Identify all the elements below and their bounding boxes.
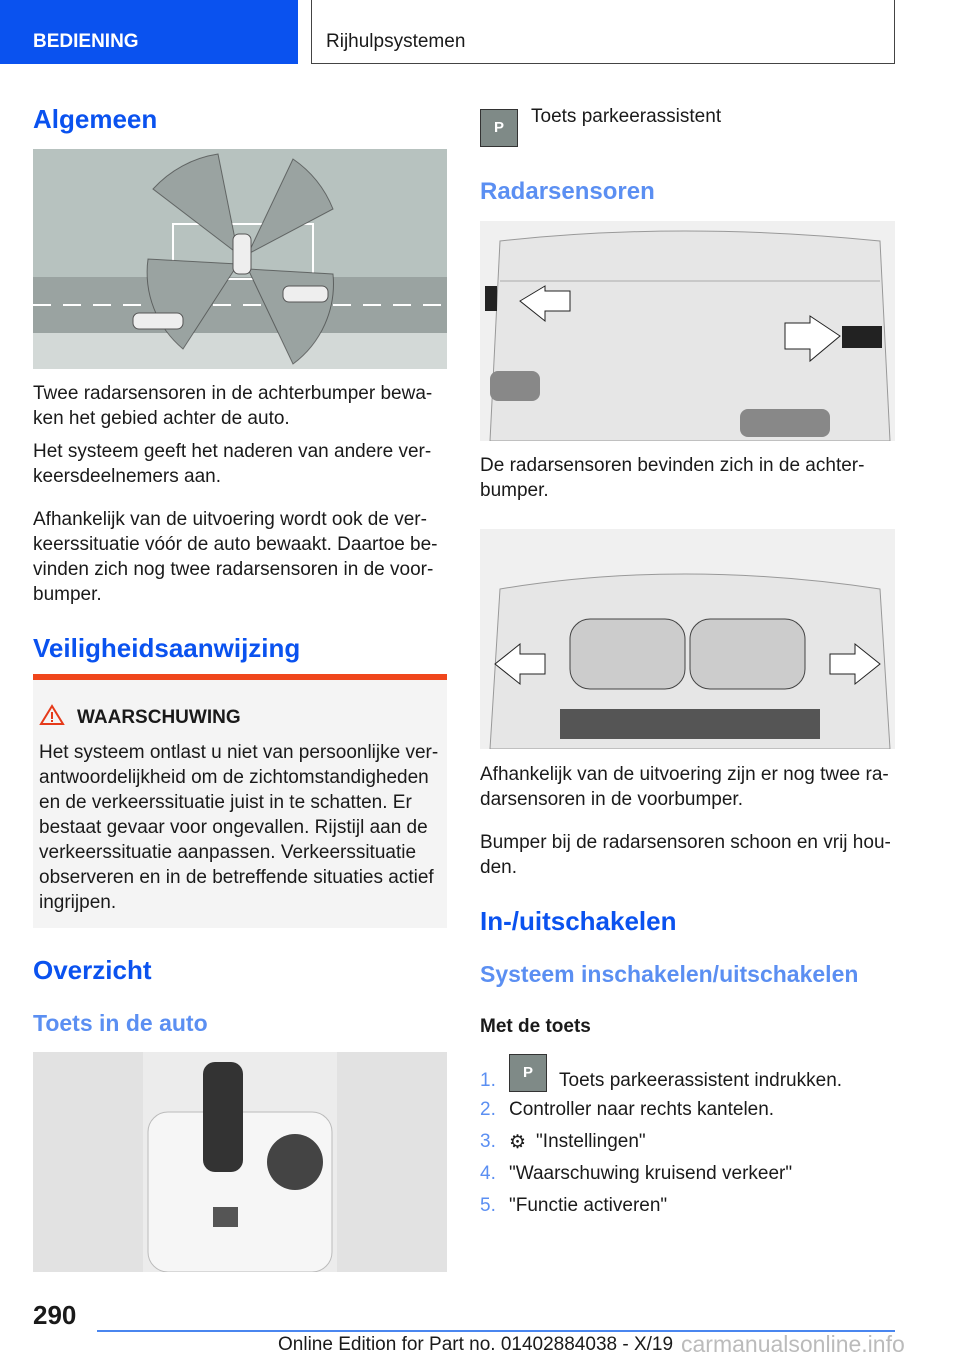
warning-title: WAARSCHUWING: [77, 707, 241, 728]
gear-icon: ⚙: [509, 1131, 527, 1153]
step: [480, 1158, 895, 1190]
warning-triangle-icon: [39, 704, 65, 732]
radar-zones-illustration: [33, 149, 447, 369]
paragraph: Bumper bij de radarsensoren schoon en vrij hou-den.: [480, 832, 891, 878]
heading-radarsensoren: Radarsensoren: [480, 178, 655, 205]
step-text: "Instellingen": [536, 1131, 646, 1152]
step: [480, 1046, 895, 1094]
step-number: 1.: [480, 1070, 496, 1091]
key-label: Toets parkeerassistent: [531, 106, 722, 127]
heading-toets: Toets in de auto: [33, 1010, 208, 1036]
step: [480, 1126, 895, 1158]
front-bumper-illustration: [480, 529, 895, 749]
step-text: Controller naar rechts kantelen.: [509, 1099, 775, 1120]
warning-text: Het systeem ontlast u niet van persoonlijke ver-antwoordelijkheid om de zichtomstandigheden en de verkeerssituatie juist in te schatten. Er bestaat gevaar voor ongevallen. Rijstijl aan de verkeerssituatie aanpassen. Verkeerssituatie observeren en in de betreffende situaties actief ingrijpen.: [39, 742, 439, 913]
center-console-photo: [33, 1052, 447, 1272]
park-assist-button-icon: P: [480, 109, 518, 147]
step-number: 3.: [480, 1131, 496, 1152]
step-number: 5.: [480, 1195, 496, 1216]
paragraph: Afhankelijk van de uitvoering wordt ook de ver-keerssituatie vóór de auto bewaakt. Daartoe be-vinden zich nog twee radarsensoren in de voor-bumper.: [33, 509, 438, 605]
step-text: "Functie activeren": [509, 1195, 668, 1216]
heading-systeem: Systeem inschakelen/uitschakelen: [480, 961, 859, 987]
step: [480, 1190, 895, 1222]
rear-bumper-illustration: [480, 221, 895, 441]
heading-veiligheid: Veiligheidsaanwijzing: [33, 633, 301, 663]
paragraph: De radarsensoren bevinden zich in de achter-bumper.: [480, 455, 865, 501]
section-tab: BEDIENING: [0, 0, 298, 64]
paragraph: Afhankelijk van de uitvoering zijn er nog twee ra-darsensoren in de voorbumper.: [480, 764, 889, 810]
heading-overzicht: Overzicht: [33, 955, 152, 985]
heading-algemeen: Algemeen: [33, 104, 158, 134]
paragraph: Het systeem geeft het naderen van andere ver-keersdeelnemers aan.: [33, 441, 432, 487]
step: [480, 1094, 895, 1126]
step-number: 4.: [480, 1163, 496, 1184]
step-text: Toets parkeerassistent indrukken.: [559, 1070, 843, 1091]
steps-list: [480, 1046, 895, 1222]
page-number: 290: [33, 1300, 77, 1330]
step-number: 2.: [480, 1099, 496, 1120]
heading-met-de-toets: Met de toets: [480, 1016, 591, 1037]
park-assist-button-icon: P: [509, 1054, 547, 1092]
heading-in-uitschakelen: In-/uitschakelen: [480, 906, 677, 936]
paragraph: Twee radarsensoren in de achterbumper bewa-ken het gebied achter de auto.: [33, 383, 433, 429]
chapter-title: Rijhulpsystemen: [311, 0, 895, 64]
edition-text: Online Edition for Part no. 01402884038 - X/19: [278, 1334, 674, 1355]
warning-box: [33, 674, 447, 928]
step-text: "Waarschuwing kruisend verkeer": [509, 1163, 793, 1184]
watermark: carmanualsonline.info: [681, 1331, 905, 1357]
